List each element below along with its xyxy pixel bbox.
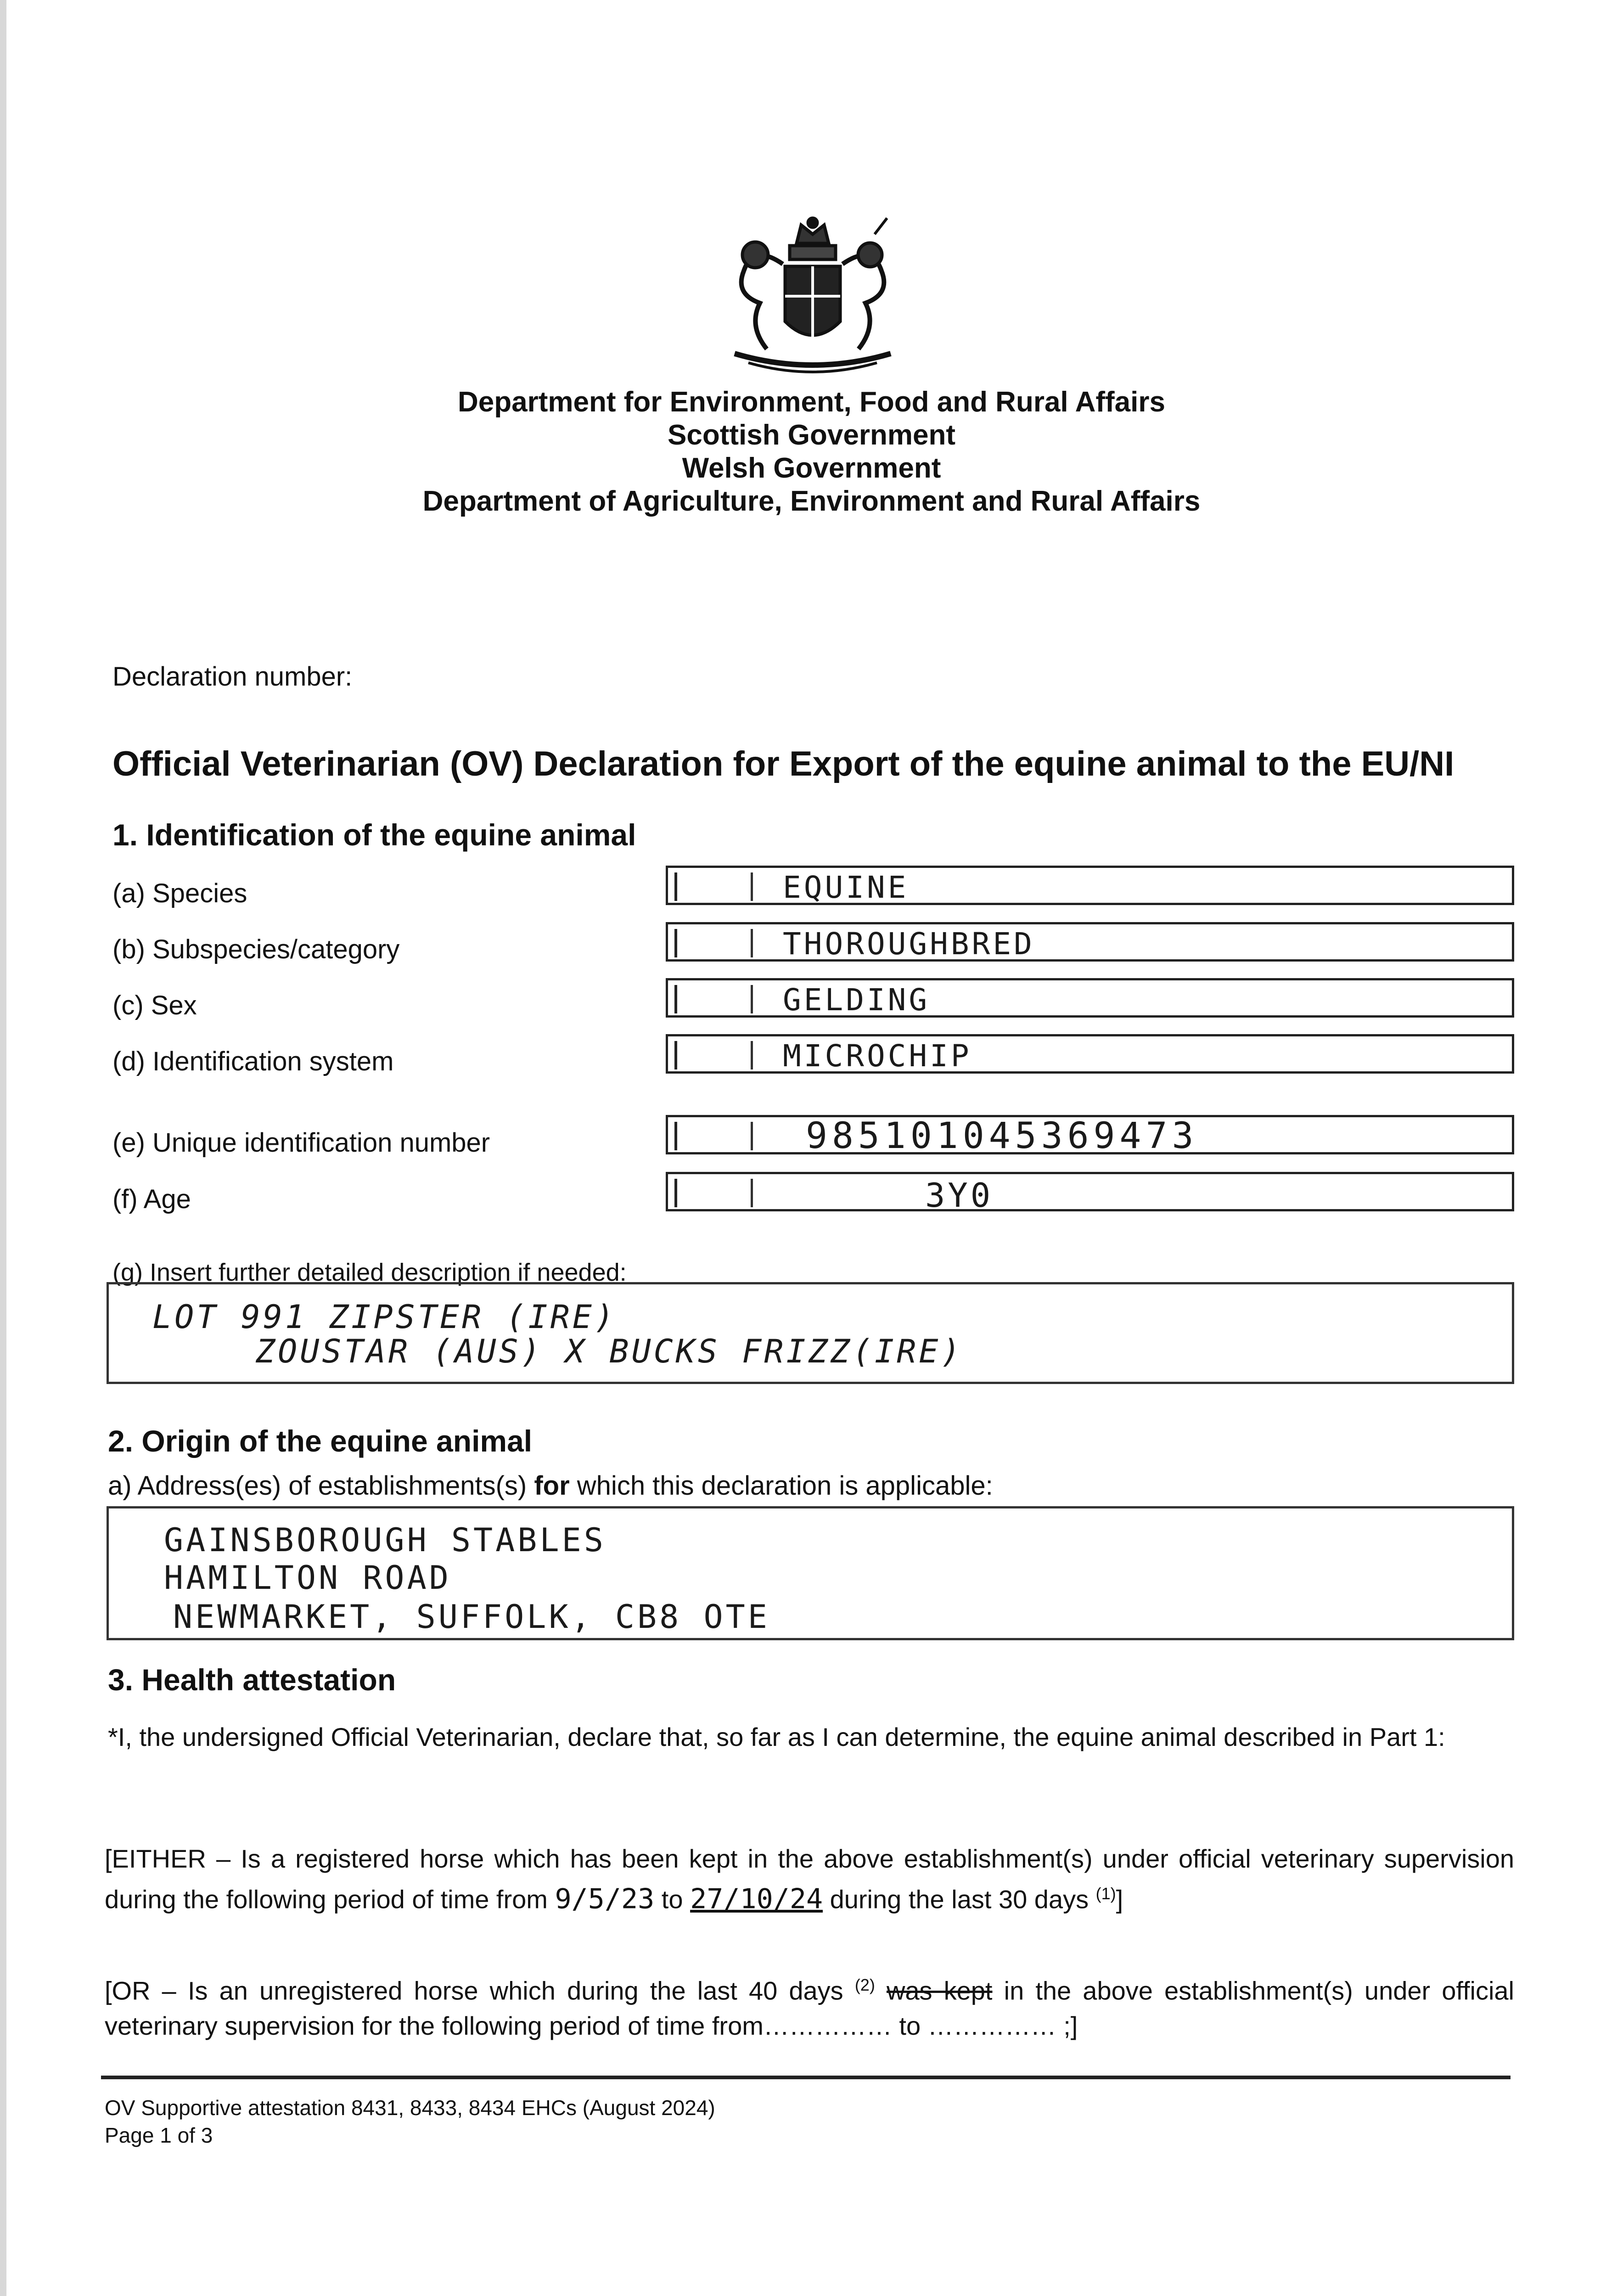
age-label: (f) Age (112, 1184, 191, 1214)
sex-value: GELDING (783, 982, 930, 1018)
footer-rule (101, 2076, 1511, 2079)
subspecies-field (666, 922, 1514, 962)
royal-crest-icon (716, 216, 909, 381)
address-label: a) Address(es) of establishments(s) for which this declaration is applicable: (108, 1471, 993, 1501)
further-description-line1: LOT 991 ZIPSTER (IRE) (152, 1298, 617, 1336)
agency-welsh: Welsh Government (682, 452, 941, 484)
address-box (107, 1506, 1514, 1640)
uid-label: (e) Unique identification number (112, 1128, 490, 1158)
subspecies-label: (b) Subspecies/category (112, 934, 400, 964)
uid-field (666, 1115, 1514, 1157)
address-line2: HAMILTON ROAD (164, 1559, 451, 1597)
uid-value: 985101045369473 (806, 1115, 1198, 1157)
address-line3: NEWMARKET, SUFFOLK, CB8 OTE (173, 1598, 770, 1636)
age-field (666, 1172, 1514, 1215)
species-field (666, 866, 1514, 905)
document-title: Official Veterinarian (OV) Declaration for Export of the equine animal to the EU/NI (112, 744, 1455, 783)
or-paragraph: [OR – Is an unregistered horse which during the last 40 days $^{(2)}$ was kept in the above establishment(s) under official veterinary supervision for the following period of time from…………… to …………… ;] (105, 1975, 1514, 2040)
species-value: EQUINE (783, 870, 909, 905)
either-paragraph: [EITHER – Is a registered horse which has been kept in the above establishment(s) under official veterinary supervision during the following period of time from 9/5/23 to 27/10/24 during the last 30 days $^{(1)}$] (105, 1844, 1514, 1915)
subspecies-value: THOROUGHBRED (783, 926, 1035, 962)
section2-heading: 2. Origin of the equine animal (108, 1424, 533, 1458)
agency-scottish: Scottish Government (668, 419, 955, 451)
id-system-value: MICROCHIP (783, 1038, 972, 1074)
declaration-number-label: Declaration number: (112, 662, 353, 692)
health-intro: *I, the undersigned Official Veterinarian, declare that, so far as I can determine, the equine animal described in Part 1: (108, 1722, 1445, 1751)
further-description-line2: ZOUSTAR (AUS) X BUCKS FRIZZ(IRE) (256, 1333, 963, 1370)
to-date: 27/10/24 (690, 1883, 823, 1915)
section3-heading: 3. Health attestation (108, 1663, 396, 1697)
from-date: 9/5/23 (555, 1883, 655, 1915)
section1-heading: 1. Identification of the equine animal (112, 818, 636, 852)
species-label: (a) Species (112, 878, 247, 908)
footer-attestation: OV Supportive attestation 8431, 8433, 8434 EHCs (August 2024) (105, 2096, 715, 2120)
agency-defra: Department for Environment, Food and Rural Affairs (458, 386, 1165, 418)
further-description-label: (g) Insert further detailed description if needed: (112, 1259, 627, 1286)
sex-field (666, 978, 1514, 1018)
further-description-box (107, 1282, 1514, 1384)
id-system-field (666, 1034, 1514, 1074)
id-system-label: (d) Identification system (112, 1047, 394, 1076)
agency-daera: Department of Agriculture, Environment and Rural Affairs (422, 485, 1201, 517)
scan-edge (0, 0, 6, 2296)
address-line1: GAINSBOROUGH STABLES (164, 1521, 606, 1559)
footer-page-number: Page 1 of 3 (105, 2123, 213, 2147)
age-value: 3Y0 (925, 1176, 994, 1215)
sex-label: (c) Sex (112, 990, 197, 1020)
